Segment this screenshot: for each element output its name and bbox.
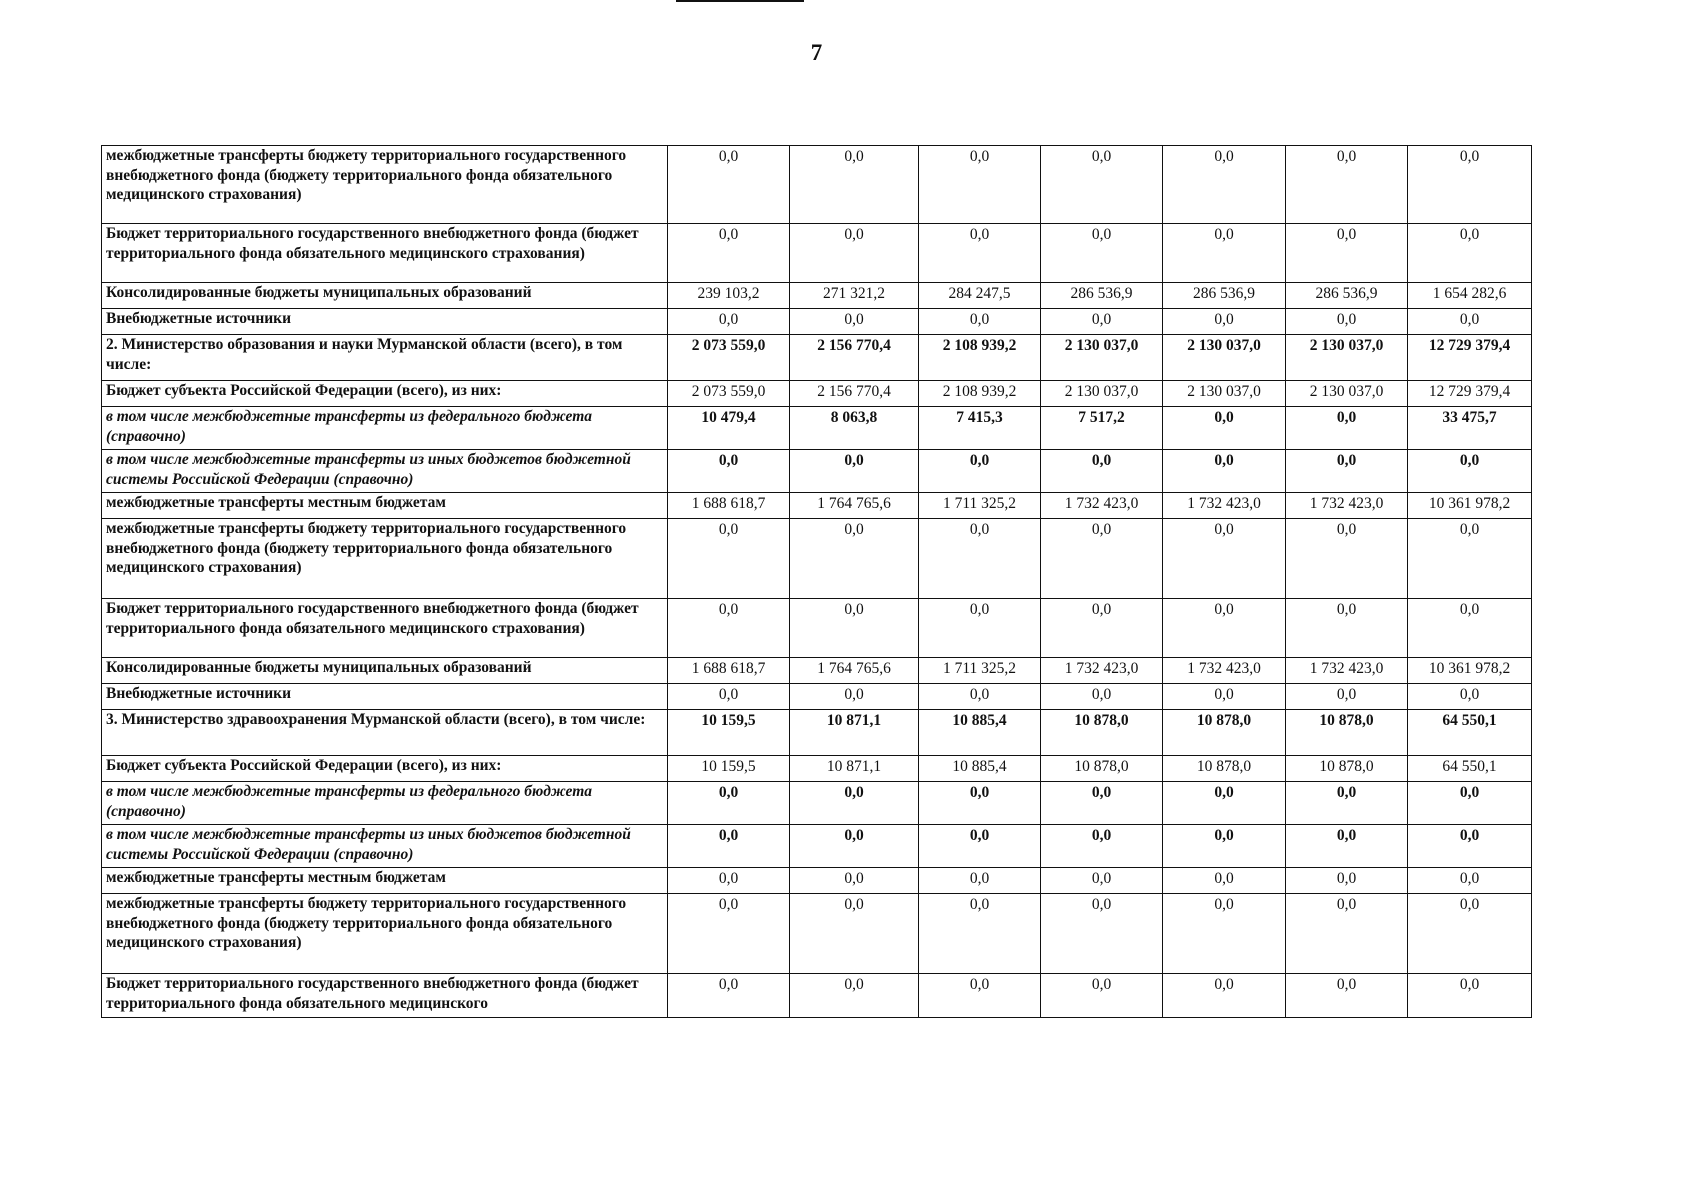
value-cell: 0,0 [668,825,790,868]
value-cell: 2 130 037,0 [1163,381,1286,407]
value-cell: 0,0 [1408,224,1532,283]
table-row [102,658,1532,684]
value-cell: 10 878,0 [1163,710,1286,756]
value-cell: 1 688 618,7 [668,493,790,519]
table-row [102,782,1532,825]
value-cell: 0,0 [1041,519,1163,599]
value-cell: 0,0 [1408,450,1532,493]
table-row [102,407,1532,450]
value-cell: 33 475,7 [1408,407,1532,450]
value-cell: 0,0 [1286,309,1408,335]
value-cell: 64 550,1 [1408,710,1532,756]
value-cell: 0,0 [668,894,790,974]
value-cell: 2 130 037,0 [1286,381,1408,407]
value-cell: 0,0 [919,146,1041,224]
value-cell: 0,0 [1163,868,1286,894]
table-row [102,825,1532,868]
row-label: межбюджетные трансферты бюджету территориального государственного внебюджетного фонда (бюджету территориального фонда обязательного медицинского страхования) [102,894,668,974]
value-cell: 1 732 423,0 [1041,493,1163,519]
value-cell: 0,0 [790,599,919,658]
row-label: в том числе межбюджетные трансферты из федерального бюджета (справочно) [102,782,668,825]
value-cell: 0,0 [790,825,919,868]
value-cell: 284 247,5 [919,283,1041,309]
value-cell: 1 711 325,2 [919,658,1041,684]
value-cell: 1 732 423,0 [1286,658,1408,684]
value-cell: 0,0 [1041,146,1163,224]
value-cell: 0,0 [1163,974,1286,1018]
value-cell: 0,0 [1163,146,1286,224]
value-cell: 0,0 [919,224,1041,283]
value-cell: 0,0 [790,146,919,224]
value-cell: 10 885,4 [919,756,1041,782]
value-cell: 0,0 [668,868,790,894]
row-label: Бюджет субъекта Российской Федерации (всего), из них: [102,381,668,407]
table-row [102,599,1532,658]
value-cell: 0,0 [919,868,1041,894]
value-cell: 2 073 559,0 [668,381,790,407]
table-row [102,493,1532,519]
value-cell: 0,0 [919,309,1041,335]
value-cell: 1 764 765,6 [790,493,919,519]
value-cell: 10 878,0 [1286,756,1408,782]
value-cell: 0,0 [919,599,1041,658]
value-cell: 0,0 [919,519,1041,599]
row-label: 2. Министерство образования и науки Мурманской области (всего), в том числе: [102,335,668,381]
value-cell: 10 159,5 [668,710,790,756]
value-cell: 286 536,9 [1286,283,1408,309]
table-row [102,381,1532,407]
row-label: Бюджет субъекта Российской Федерации (всего), из них: [102,756,668,782]
value-cell: 0,0 [790,450,919,493]
value-cell: 0,0 [1163,519,1286,599]
table-row [102,868,1532,894]
value-cell: 0,0 [1286,894,1408,974]
value-cell: 0,0 [1041,868,1163,894]
page-number: 7 [810,40,823,65]
value-cell: 0,0 [1286,450,1408,493]
value-cell: 0,0 [1041,599,1163,658]
value-cell: 0,0 [1286,599,1408,658]
value-cell: 10 878,0 [1286,710,1408,756]
value-cell: 0,0 [919,684,1041,710]
value-cell: 1 732 423,0 [1163,658,1286,684]
value-cell: 0,0 [790,519,919,599]
value-cell: 0,0 [1286,407,1408,450]
value-cell: 0,0 [668,974,790,1018]
value-cell: 0,0 [1408,309,1532,335]
table-row [102,756,1532,782]
row-label: межбюджетные трансферты бюджету территориального государственного внебюджетного фонда (бюджету территориального фонда обязательного медицинского страхования) [102,146,668,224]
value-cell: 10 878,0 [1163,756,1286,782]
value-cell: 0,0 [1041,782,1163,825]
value-cell: 0,0 [790,684,919,710]
value-cell: 2 156 770,4 [790,381,919,407]
value-cell: 10 871,1 [790,710,919,756]
value-cell: 10 159,5 [668,756,790,782]
value-cell: 0,0 [1286,868,1408,894]
value-cell: 0,0 [790,782,919,825]
value-cell: 1 654 282,6 [1408,283,1532,309]
value-cell: 10 885,4 [919,710,1041,756]
value-cell: 12 729 379,4 [1408,381,1532,407]
value-cell: 0,0 [1041,825,1163,868]
value-cell: 0,0 [790,224,919,283]
value-cell: 271 321,2 [790,283,919,309]
value-cell: 0,0 [668,782,790,825]
row-label: в том числе межбюджетные трансферты из иных бюджетов бюджетной системы Российской Федерации (справочно) [102,825,668,868]
value-cell: 0,0 [668,224,790,283]
table-row [102,309,1532,335]
value-cell: 0,0 [1286,782,1408,825]
value-cell: 0,0 [1041,684,1163,710]
value-cell: 10 871,1 [790,756,919,782]
value-cell: 2 130 037,0 [1286,335,1408,381]
value-cell: 0,0 [919,782,1041,825]
row-label: Консолидированные бюджеты муниципальных образований [102,658,668,684]
table-row [102,283,1532,309]
value-cell: 10 878,0 [1041,756,1163,782]
value-cell: 0,0 [1163,782,1286,825]
value-cell: 0,0 [1408,825,1532,868]
value-cell: 239 103,2 [668,283,790,309]
row-label: Внебюджетные источники [102,684,668,710]
row-label: межбюджетные трансферты местным бюджетам [102,868,668,894]
value-cell: 0,0 [1408,519,1532,599]
value-cell: 1 711 325,2 [919,493,1041,519]
budget-table [101,145,1532,1018]
value-cell: 0,0 [668,450,790,493]
row-label: межбюджетные трансферты бюджету территориального государственного внебюджетного фонда (бюджету территориального фонда обязательного медицинского страхования) [102,519,668,599]
value-cell: 0,0 [1408,782,1532,825]
value-cell: 1 732 423,0 [1041,658,1163,684]
table-row [102,450,1532,493]
row-label: в том числе межбюджетные трансферты из федерального бюджета (справочно) [102,407,668,450]
value-cell: 286 536,9 [1041,283,1163,309]
value-cell: 0,0 [1408,974,1532,1018]
value-cell: 286 536,9 [1163,283,1286,309]
value-cell: 0,0 [1163,894,1286,974]
table-row [102,710,1532,756]
value-cell: 2 108 939,2 [919,335,1041,381]
value-cell: 0,0 [919,825,1041,868]
value-cell: 0,0 [1163,309,1286,335]
value-cell: 0,0 [1163,599,1286,658]
value-cell: 2 108 939,2 [919,381,1041,407]
value-cell: 1 688 618,7 [668,658,790,684]
value-cell: 0,0 [790,868,919,894]
value-cell: 0,0 [1286,684,1408,710]
table-row [102,894,1532,974]
value-cell: 7 415,3 [919,407,1041,450]
value-cell: 2 130 037,0 [1041,335,1163,381]
value-cell: 0,0 [1041,894,1163,974]
row-label: Бюджет территориального государственного внебюджетного фонда (бюджет территориального фонда обязательного медицинского страхования) [102,599,668,658]
top-rule [676,0,804,2]
value-cell: 0,0 [790,974,919,1018]
value-cell: 0,0 [668,684,790,710]
table-body [102,146,1532,1018]
value-cell: 0,0 [1163,224,1286,283]
value-cell: 8 063,8 [790,407,919,450]
value-cell: 0,0 [1041,309,1163,335]
row-label: Внебюджетные источники [102,309,668,335]
value-cell: 0,0 [1041,974,1163,1018]
value-cell: 0,0 [790,894,919,974]
value-cell: 12 729 379,4 [1408,335,1532,381]
value-cell: 0,0 [1163,450,1286,493]
value-cell: 0,0 [1286,825,1408,868]
value-cell: 2 073 559,0 [668,335,790,381]
value-cell: 0,0 [1408,868,1532,894]
value-cell: 0,0 [668,146,790,224]
value-cell: 0,0 [1163,825,1286,868]
value-cell: 0,0 [919,450,1041,493]
value-cell: 1 732 423,0 [1286,493,1408,519]
value-cell: 2 130 037,0 [1163,335,1286,381]
value-cell: 0,0 [668,309,790,335]
value-cell: 0,0 [919,894,1041,974]
table-row [102,974,1532,1018]
value-cell: 0,0 [919,974,1041,1018]
value-cell: 0,0 [790,309,919,335]
value-cell: 0,0 [1286,146,1408,224]
value-cell: 1 732 423,0 [1163,493,1286,519]
value-cell: 0,0 [1286,519,1408,599]
row-label: Бюджет территориального государственного внебюджетного фонда (бюджет территориального фонда обязательного медицинского страхования) [102,224,668,283]
value-cell: 0,0 [1163,684,1286,710]
value-cell: 10 479,4 [668,407,790,450]
value-cell: 1 764 765,6 [790,658,919,684]
value-cell: 0,0 [668,599,790,658]
value-cell: 0,0 [1041,450,1163,493]
value-cell: 64 550,1 [1408,756,1532,782]
table-row [102,519,1532,599]
value-cell: 0,0 [1041,224,1163,283]
row-label: межбюджетные трансферты местным бюджетам [102,493,668,519]
value-cell: 0,0 [1408,894,1532,974]
table-row [102,335,1532,381]
row-label: 3. Министерство здравоохранения Мурманской области (всего), в том числе: [102,710,668,756]
value-cell: 0,0 [1408,146,1532,224]
value-cell: 0,0 [1286,974,1408,1018]
value-cell: 0,0 [668,519,790,599]
value-cell: 10 878,0 [1041,710,1163,756]
row-label: в том числе межбюджетные трансферты из иных бюджетов бюджетной системы Российской Федерации (справочно) [102,450,668,493]
value-cell: 7 517,2 [1041,407,1163,450]
table-row [102,146,1532,224]
table-row [102,224,1532,283]
value-cell: 0,0 [1163,407,1286,450]
value-cell: 0,0 [1408,684,1532,710]
value-cell: 10 361 978,2 [1408,658,1532,684]
value-cell: 2 130 037,0 [1041,381,1163,407]
value-cell: 0,0 [1408,599,1532,658]
table-row [102,684,1532,710]
row-label: Консолидированные бюджеты муниципальных образований [102,283,668,309]
value-cell: 2 156 770,4 [790,335,919,381]
value-cell: 10 361 978,2 [1408,493,1532,519]
value-cell: 0,0 [1286,224,1408,283]
row-label: Бюджет территориального государственного внебюджетного фонда (бюджет территориального фонда обязательного медицинского [102,974,668,1018]
